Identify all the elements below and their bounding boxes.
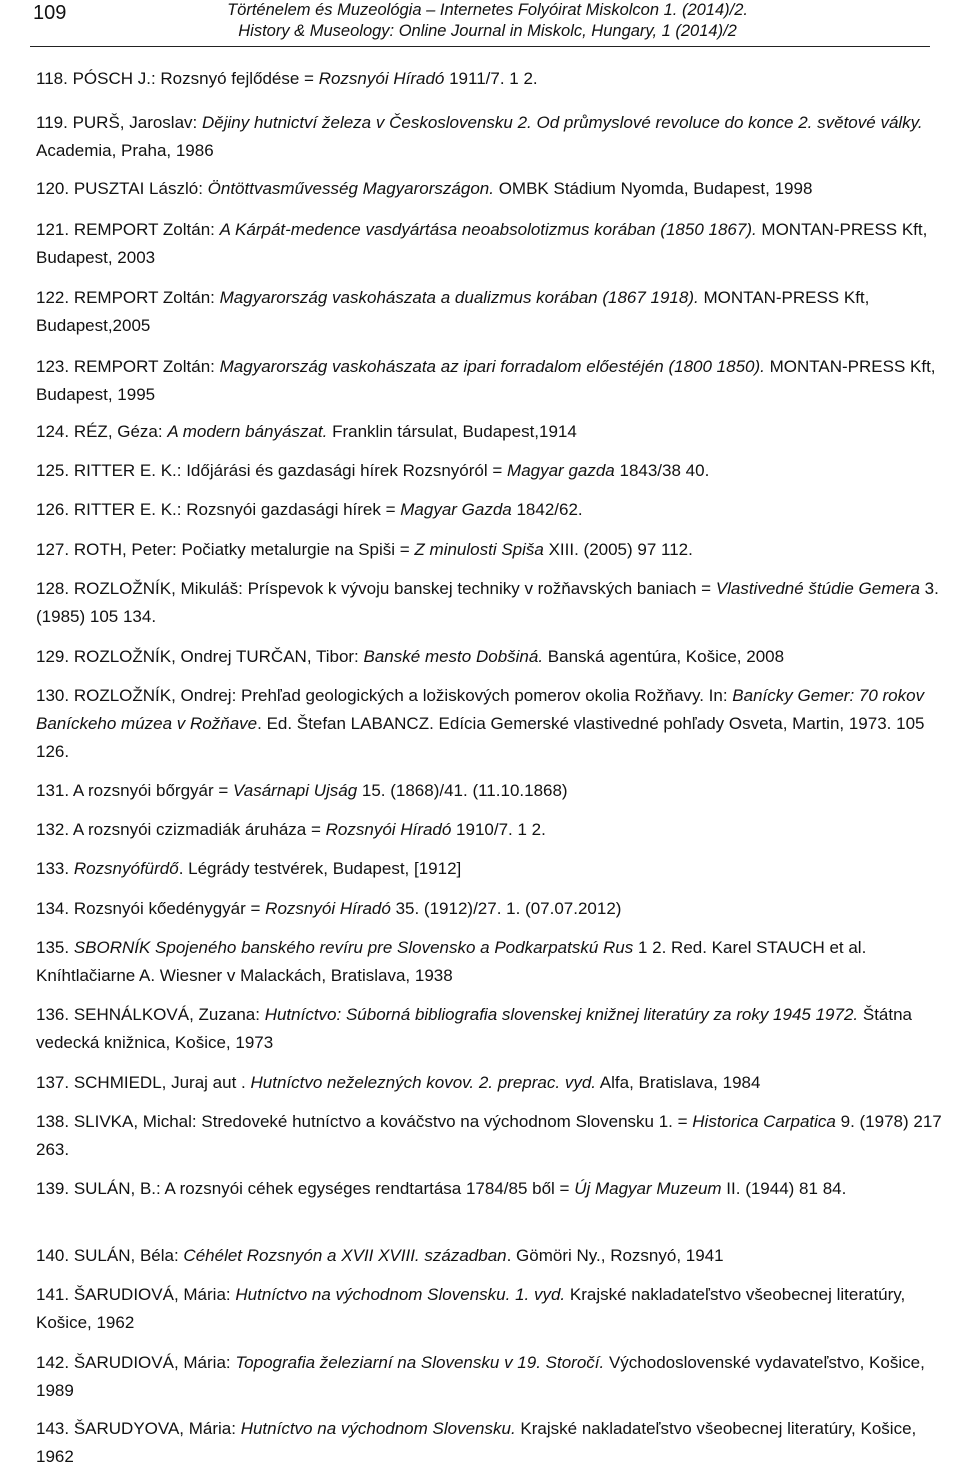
- header-rule: [30, 46, 930, 47]
- reference-title: Magyarország vaskohászata a dualizmus korában (1867 1918).: [219, 288, 699, 307]
- reference-text: MONTAN-PRESS Kft, Budapest,2005: [36, 288, 870, 335]
- reference-title: Vlastivedné štúdie Gemera: [715, 579, 920, 598]
- reference-text: REMPORT Zoltán:: [73, 288, 220, 307]
- reference-title: Z minulosti Spiša: [414, 540, 544, 559]
- reference-entry: [36, 1242, 956, 1270]
- reference-number: 120.: [36, 179, 74, 198]
- reference-text: ROZLOŽNÍK, Mikuláš: Príspevok k vývoju banskej techniky v rožňavských baniach =: [73, 579, 716, 598]
- reference-text: 1910/7. 1 2.: [451, 820, 546, 839]
- reference-text: . Gömöri Ny., Rozsnyó, 1941: [506, 1246, 724, 1265]
- reference-text: SEHNÁLKOVÁ, Zuzana:: [73, 1005, 265, 1024]
- journal-title-hu: Történelem és Muzeológia – Internetes Folyóirat Miskolcon 1. (2014)/2.: [227, 1, 748, 19]
- reference-text: 9. (1978) 217 263.: [36, 1112, 942, 1159]
- reference-text: PURŠ, Jaroslav:: [72, 113, 202, 132]
- reference-text: A rozsnyói bőrgyár =: [72, 781, 234, 800]
- reference-title: A modern bányászat.: [167, 422, 328, 441]
- reference-entry: [36, 777, 956, 805]
- reference-number: 121.: [36, 220, 74, 239]
- reference-number: 142.: [36, 1353, 74, 1372]
- reference-entry: [36, 1001, 956, 1057]
- reference-text: REMPORT Zoltán:: [73, 220, 220, 239]
- reference-title: A Kárpát-medence vasdyártása neoabsolotizmus korában (1850 1867).: [219, 220, 757, 239]
- reference-number: 118.: [36, 69, 73, 88]
- reference-number: 122.: [36, 288, 74, 307]
- reference-text: II. (1944) 81 84.: [721, 1179, 847, 1198]
- reference-text: 1843/38 40.: [614, 461, 710, 480]
- reference-number: 129.: [36, 647, 74, 666]
- reference-entry: [36, 643, 956, 671]
- journal-header: [227, 0, 748, 42]
- reference-title: Hutníctvo na východnom Slovensku.: [240, 1419, 516, 1438]
- reference-text: Franklin társulat, Budapest,1914: [327, 422, 577, 441]
- reference-text: REMPORT Zoltán:: [73, 357, 220, 376]
- reference-title: Rozsnyói Híradó: [265, 899, 391, 918]
- reference-number: 138.: [36, 1112, 74, 1131]
- reference-title: Magyarország vaskohászata az ipari forradalom előestéjén (1800 1850).: [219, 357, 765, 376]
- reference-text: ŠARUDIOVÁ, Mária:: [73, 1285, 236, 1304]
- reference-text: Rozsnyói kőedénygyár =: [73, 899, 266, 918]
- reference-number: 134.: [36, 899, 74, 918]
- reference-entry: [36, 109, 956, 165]
- reference-title: Öntöttvasművesség Magyarországon.: [207, 179, 494, 198]
- reference-title: Magyar Gazda: [400, 500, 512, 519]
- reference-text: SCHMIEDL, Juraj aut .: [73, 1073, 251, 1092]
- reference-title: Banské mesto Dobšiná.: [363, 647, 544, 666]
- reference-text: 1911/7. 1 2.: [444, 69, 538, 88]
- reference-number: 131.: [36, 781, 73, 800]
- reference-text: Krajské nakladateľstvo všeobecnej literatúry, Košice, 1962: [36, 1419, 917, 1466]
- reference-entry: [36, 353, 956, 409]
- reference-number: 127.: [36, 540, 74, 559]
- reference-title: Historica Carpatica: [692, 1112, 836, 1131]
- reference-text: MONTAN-PRESS Kft, Budapest, 1995: [36, 357, 936, 404]
- page-number: 109: [33, 2, 67, 24]
- reference-number: 123.: [36, 357, 74, 376]
- reference-text: 3. (1985) 105 134.: [36, 579, 939, 626]
- reference-text: OMBK Stádium Nyomda, Budapest, 1998: [493, 179, 813, 198]
- reference-text: ROZLOŽNÍK, Ondrej: Prehľad geologických a ložiskových pomerov okolia Rožňavy. In:: [73, 686, 733, 705]
- reference-entry: [36, 1108, 956, 1164]
- reference-number: 137.: [36, 1073, 74, 1092]
- reference-entry: [36, 1415, 956, 1471]
- reference-entry: [36, 175, 956, 203]
- reference-text: Academia, Praha, 1986: [36, 141, 214, 160]
- reference-text: Banská agentúra, Košice, 2008: [543, 647, 785, 666]
- reference-entry: [36, 496, 956, 524]
- reference-text: MONTAN-PRESS Kft, Budapest, 2003: [36, 220, 928, 267]
- reference-text: Krajské nakladateľstvo všeobecnej literatúry, Košice, 1962: [36, 1285, 906, 1332]
- reference-entry: [36, 1281, 956, 1337]
- reference-number: 140.: [36, 1246, 74, 1265]
- reference-text: RÉZ, Géza:: [73, 422, 168, 441]
- reference-title: Vasárnapi Ujság: [233, 781, 358, 800]
- reference-title: Céhélet Rozsnyón a XVII XVIII. században: [183, 1246, 507, 1265]
- reference-text: ROZLOŽNÍK, Ondrej TURČAN, Tibor:: [73, 647, 364, 666]
- reference-number: 132.: [36, 820, 73, 839]
- reference-number: 130.: [36, 686, 74, 705]
- reference-number: 139.: [36, 1179, 74, 1198]
- reference-entry: [36, 65, 956, 93]
- reference-title: Rozsnyói Híradó: [318, 69, 445, 88]
- reference-text: ROTH, Peter: Počiatky metalurgie na Spiši =: [73, 540, 415, 559]
- reference-title: Dějiny hutnictví železa v Československu 2. Od průmyslové revoluce do konce 2. světové války.: [202, 113, 923, 132]
- reference-title: Banícky Gemer: 70 rokov Baníckeho múzea v Rožňave: [36, 686, 925, 733]
- reference-entry: [36, 457, 956, 485]
- reference-entry: [36, 816, 956, 844]
- reference-text: ŠARUDYOVA, Mária:: [73, 1419, 241, 1438]
- reference-text: 1 2. Red. Karel STAUCH et al. Kníhtlačiarne A. Wiesner v Malackách, Bratislava, 1938: [36, 938, 867, 985]
- reference-title: Topografia železiarní na Slovensku v 19. Storočí.: [235, 1353, 605, 1372]
- reference-text: 1842/62.: [511, 500, 583, 519]
- reference-number: 128.: [36, 579, 74, 598]
- journal-title-en: History & Museology: Online Journal in Miskolc, Hungary, 1 (2014)/2: [238, 22, 737, 40]
- reference-entry: [36, 934, 956, 990]
- reference-text: ŠARUDIOVÁ, Mária:: [73, 1353, 236, 1372]
- reference-text: 35. (1912)/27. 1. (07.07.2012): [390, 899, 622, 918]
- reference-text: SLIVKA, Michal: Stredoveké hutníctvo a kováčstvo na východnom Slovensku 1. =: [73, 1112, 693, 1131]
- reference-title: Rozsnyói Híradó: [325, 820, 452, 839]
- reference-number: 135.: [36, 938, 74, 957]
- reference-entry: [36, 418, 956, 446]
- reference-title: Magyar gazda: [507, 461, 615, 480]
- reference-text: Východoslovenské vydavateľstvo, Košice, 1989: [36, 1353, 925, 1400]
- reference-number: 125.: [36, 461, 74, 480]
- reference-title: Új Magyar Muzeum: [574, 1179, 722, 1198]
- reference-text: A rozsnyói czizmadiák áruháza =: [72, 820, 326, 839]
- reference-entry: [36, 536, 956, 564]
- reference-number: 143.: [36, 1419, 74, 1438]
- reference-text: PÓSCH J.: Rozsnyó fejlődése =: [72, 69, 319, 88]
- reference-text: . Légrády testvérek, Budapest, [1912]: [178, 859, 462, 878]
- reference-text: Štátna vedecká knižnica, Košice, 1973: [36, 1005, 913, 1052]
- reference-entry: [36, 855, 956, 883]
- reference-number: 124.: [36, 422, 74, 441]
- reference-entry: [36, 216, 956, 272]
- reference-text: SULÁN, B.: A rozsnyói céhek egységes rendtartása 1784/85 ből =: [73, 1179, 575, 1198]
- reference-entry: [36, 575, 956, 631]
- reference-title: Hutníctvo neželezných kovov. 2. preprac. vyd.: [250, 1073, 597, 1092]
- reference-number: 136.: [36, 1005, 74, 1024]
- reference-text: 15. (1868)/41. (11.10.1868): [357, 781, 568, 800]
- reference-number: 141.: [36, 1285, 74, 1304]
- reference-entry: [36, 1349, 956, 1405]
- reference-title: Hutníctvo na východnom Slovensku. 1. vyd.: [235, 1285, 566, 1304]
- reference-entry: [36, 682, 956, 766]
- reference-number: 119.: [36, 113, 73, 132]
- reference-title: Hutníctvo: Súborná bibliografia slovenskej knižnej literatúry za roky 1945 1972.: [264, 1005, 859, 1024]
- reference-text: RITTER E. K.: Rozsnyói gazdasági hírek =: [73, 500, 401, 519]
- reference-title: Rozsnyófürdő: [73, 859, 179, 878]
- reference-entry: [36, 1175, 956, 1203]
- reference-text: SULÁN, Béla:: [73, 1246, 184, 1265]
- reference-text: XIII. (2005) 97 112.: [543, 540, 693, 559]
- reference-text: . Ed. Štefan LABANCZ. Edícia Gemerské vlastivedné pohľady Osveta, Martin, 1973. 105 126.: [36, 714, 925, 761]
- reference-number: 126.: [36, 500, 74, 519]
- reference-text: RITTER E. K.: Időjárási és gazdasági hírek Rozsnyóról =: [73, 461, 508, 480]
- reference-text: PUSZTAI László:: [73, 179, 208, 198]
- reference-entry: [36, 284, 956, 340]
- reference-number: 133.: [36, 859, 74, 878]
- reference-title: SBORNÍK Spojeného banského revíru pre Slovensko a Podkarpatskú Rus: [73, 938, 634, 957]
- reference-entry: [36, 1069, 956, 1097]
- reference-entry: [36, 895, 956, 923]
- reference-text: Alfa, Bratislava, 1984: [596, 1073, 761, 1092]
